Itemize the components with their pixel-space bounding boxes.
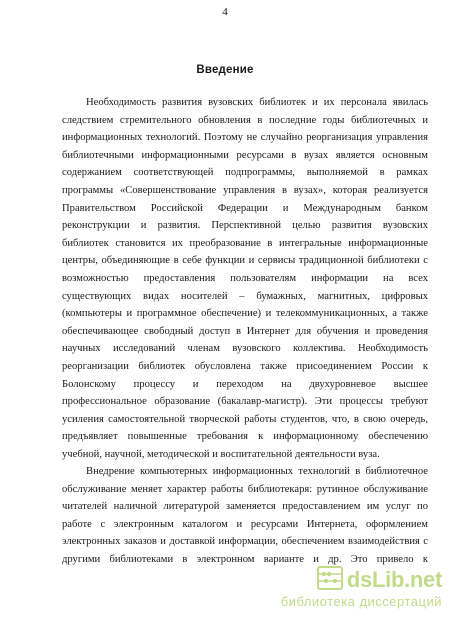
text-line: программы «Совершенствование управления в вузах», которая реализуется [62, 184, 428, 196]
text-line: (компьютеры и программное обеспечение) и телекоммуникационных, а также [62, 308, 428, 320]
text-line: предъявляет повышенные требования к информационному обеспечению [62, 431, 428, 443]
text-line: обслуживание меняет характер работы библиотекаря: рутинное обслуживание [62, 483, 428, 495]
watermark-brand: dsLib.net [346, 567, 442, 592]
text-line: библиотек становится их преобразование в интегральные информационные [62, 237, 428, 249]
text-line: читателей наличной литературой заменяется предоставлением им услуг по [62, 501, 428, 513]
text-line: существующих видах носителей – бумажных, магнитных, цифровых [62, 290, 428, 302]
text-line: научных исследований членам вузовского коллектива. Необходимость [62, 343, 428, 355]
text-line: реорганизации библиотек обусловлена также присоединением России к [62, 360, 428, 372]
text-line: учебной, научной, методической и воспитательной деятельности вуза. [62, 448, 380, 460]
page-number: 4 [222, 6, 228, 18]
text-line: усиления самостоятельной творческой работы студентов, что, в свою очередь, [62, 413, 428, 425]
watermark-tagline: библиотека диссертаций [280, 594, 442, 609]
section-heading: Введение [196, 64, 254, 76]
text-line: информационных технологий. Поэтому не случайно реорганизация управления [62, 132, 428, 144]
paragraph-1 [62, 94, 428, 463]
text-line: возможностью предоставления пользователям информации на всех [62, 272, 428, 284]
text-line: следствием стремительного обновления в последние годы библиотечных и [62, 114, 428, 126]
text-line: Правительством Российской Федерации и Международным банком [62, 202, 428, 214]
text-line: центры, объединяющие в себе функции и сервисы традиционной библиотеки с [62, 255, 428, 267]
text-line: профессиональное образование (бакалавр-магистр). Эти процессы требуют [62, 396, 428, 408]
text-line: библиотечными информационными ресурсами в вузах является основным [62, 149, 428, 161]
text-line: электронных заказов и доставкой информации, обеспечением взаимодействия с [62, 536, 428, 548]
text-line: работе с электронным каталогом и ресурсами Интернета, оформлением [62, 518, 428, 530]
text-line: Болонскому процессу и переходом на двухуровневое высшее [62, 378, 428, 390]
abacus-icon [317, 566, 343, 595]
text-line: другими библиотеками в электронном варианте и др. Это привело к [62, 553, 428, 565]
text-line: обеспечивающее свободный доступ в Интернет для обучения и проведения [62, 325, 428, 337]
dslib-watermark [242, 567, 442, 613]
paragraph-2 [62, 463, 428, 569]
text-line: Необходимость развития вузовских библиотек и их персонала явилась [86, 97, 428, 108]
text-line: содержанием соответствующей подпрограммы, выполняемой в рамках [62, 167, 428, 179]
text-line: реконструкции и развития. Перспективной целью развития вузовских [62, 220, 428, 232]
text-line: Внедрение компьютерных информационных технологий в библиотечное [86, 466, 428, 477]
